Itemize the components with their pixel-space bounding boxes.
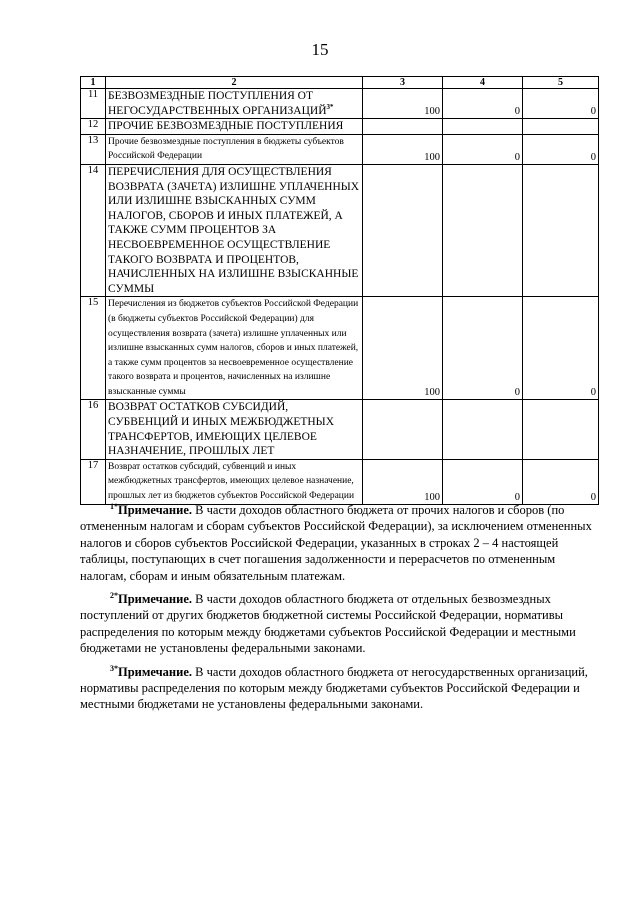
value-cell-c3 <box>363 119 443 135</box>
row-name <box>106 164 363 296</box>
note-marker: 1* <box>110 501 118 511</box>
revenue-table <box>80 76 599 505</box>
table-row <box>81 89 599 119</box>
value-cell-c5: 0 <box>523 297 599 400</box>
table-header-row <box>81 77 599 89</box>
row-number: 11 <box>81 89 106 119</box>
row-name-text: ВОЗВРАТ ОСТАТКОВ СУБСИДИЙ, СУБВЕНЦИЙ И ИНЫХ МЕЖБЮДЖЕТНЫХ ТРАНСФЕРТОВ, ИМЕЮЩИХ ЦЕЛЕВОЕ НАЗНАЧЕНИЕ, ПРОШЛЫХ ЛЕТ <box>108 401 335 458</box>
value-cell-c5 <box>523 119 599 135</box>
note-label: Примечание. <box>118 664 193 679</box>
value-cell-c4 <box>443 164 523 296</box>
table-row <box>81 459 599 504</box>
header-cell: 4 <box>443 77 523 89</box>
note-label: Примечание. <box>118 592 193 607</box>
header-cell: 3 <box>363 77 443 89</box>
row-number: 12 <box>81 119 106 135</box>
note-marker: 3* <box>110 663 118 673</box>
row-name-text: Возврат остатков субсидий, субвенций и иных межбюджетных трансфертов, имеющих целевое назначение, прошлых лет из бюджетов субъектов Российской Федерации <box>108 461 355 502</box>
row-name <box>106 400 363 459</box>
row-number: 14 <box>81 164 106 296</box>
row-name-text: Перечисления из бюджетов субъектов Российской Федерации (в бюджеты субъектов Российской Федерации) для осуществления возврата (зачета) излишне уплаченных или излишне взысканных сумм налогов, сборов и иных платежей, а также сумм процентов за несвоевременное осуществление такого возврата и процентов, начисленных на излишне взысканные суммы <box>108 299 359 397</box>
row-name-text: Прочие безвозмездные поступления в бюджеты субъектов Российской Федерации <box>108 136 344 162</box>
value-cell-c5: 0 <box>523 134 599 164</box>
note-marker: 2* <box>110 590 118 600</box>
page-number: 15 <box>311 40 329 59</box>
value-cell-c3: 100 <box>363 459 443 504</box>
value-cell-c3: 100 <box>363 134 443 164</box>
header-cell: 1 <box>81 77 106 89</box>
value-cell-c3 <box>363 164 443 296</box>
value-cell-c4: 0 <box>443 89 523 119</box>
value-cell-c3: 100 <box>363 89 443 119</box>
value-cell-c5 <box>523 164 599 296</box>
note-label: Примечание. <box>118 503 193 517</box>
note-text: В части доходов областного бюджета от прочих налогов и сборов (по отмененным налогам и сборам субъектов Российской Федерации), за исключением отмененных налогов и сборов субъектов Российской Федерации, указанных в строках 2 – 4 настоящей таблицы, поступающих в счет погашения задолженности и перерасчетов по отмененным налогам, сборам и иным обязательным платежам. <box>80 503 592 583</box>
header-cell: 5 <box>523 77 599 89</box>
row-name-text: БЕЗВОЗМЕЗДНЫЕ ПОСТУПЛЕНИЯ ОТ НЕГОСУДАРСТВЕННЫХ ОРГАНИЗАЦИЙ <box>108 90 327 117</box>
table-row <box>81 164 599 296</box>
value-cell-c5: 0 <box>523 89 599 119</box>
row-number: 16 <box>81 400 106 459</box>
note-paragraph <box>80 591 600 657</box>
row-number: 17 <box>81 459 106 504</box>
value-cell-c5 <box>523 400 599 459</box>
header-cell: 2 <box>106 77 363 89</box>
row-number: 13 <box>81 134 106 164</box>
value-cell-c4: 0 <box>443 297 523 400</box>
note-paragraph <box>80 502 600 584</box>
row-name <box>106 89 363 119</box>
value-cell-c5: 0 <box>523 459 599 504</box>
value-cell-c4 <box>443 400 523 459</box>
value-cell-c4: 0 <box>443 459 523 504</box>
note-paragraph <box>80 664 600 713</box>
row-name <box>106 459 363 504</box>
row-name <box>106 119 363 135</box>
row-name <box>106 134 363 164</box>
value-cell-c4: 0 <box>443 134 523 164</box>
value-cell-c3 <box>363 400 443 459</box>
note-text: В части доходов областного бюджета от негосударственных организаций, нормативы распределения по которым между бюджетами субъектов Российской Федерации и местными бюджетами не установлены федеральными законами. <box>80 664 588 712</box>
value-cell-c3: 100 <box>363 297 443 400</box>
notes-section <box>80 502 600 720</box>
footnote-marker: 3* <box>326 102 334 111</box>
table-row <box>81 134 599 164</box>
table-row <box>81 400 599 459</box>
table-row <box>81 297 599 400</box>
row-name <box>106 297 363 400</box>
note-text: В части доходов областного бюджета от отдельных безвозмездных поступлений от других бюджетов бюджетной системы Российской Федерации, нормативы распределения по которым между бюджетами субъектов Российской Федерации и местными бюджетами не установлены федеральными законами. <box>80 592 576 656</box>
row-name-text: ПЕРЕЧИСЛЕНИЯ ДЛЯ ОСУЩЕСТВЛЕНИЯ ВОЗВРАТА (ЗАЧЕТА) ИЗЛИШНЕ УПЛАЧЕННЫХ ИЛИ ИЗЛИШНЕ ВЗЫСКАННЫХ СУММ НАЛОГОВ, СБОРОВ И ИНЫХ ПЛАТЕЖЕЙ, А ТАКЖЕ СУММ ПРОЦЕНТОВ ЗА НЕСВОЕВРЕМЕННОЕ ОСУЩЕСТВЛЕНИЕ ТАКОГО ВОЗВРАТА И ПРОЦЕНТОВ, НАЧИСЛЕННЫХ НА ИЗЛИШНЕ ВЗЫСКАННЫЕ СУММЫ <box>108 165 360 295</box>
table-row <box>81 119 599 135</box>
value-cell-c4 <box>443 119 523 135</box>
row-name-text: ПРОЧИЕ БЕЗВОЗМЕЗДНЫЕ ПОСТУПЛЕНИЯ <box>108 120 344 133</box>
row-number: 15 <box>81 297 106 400</box>
